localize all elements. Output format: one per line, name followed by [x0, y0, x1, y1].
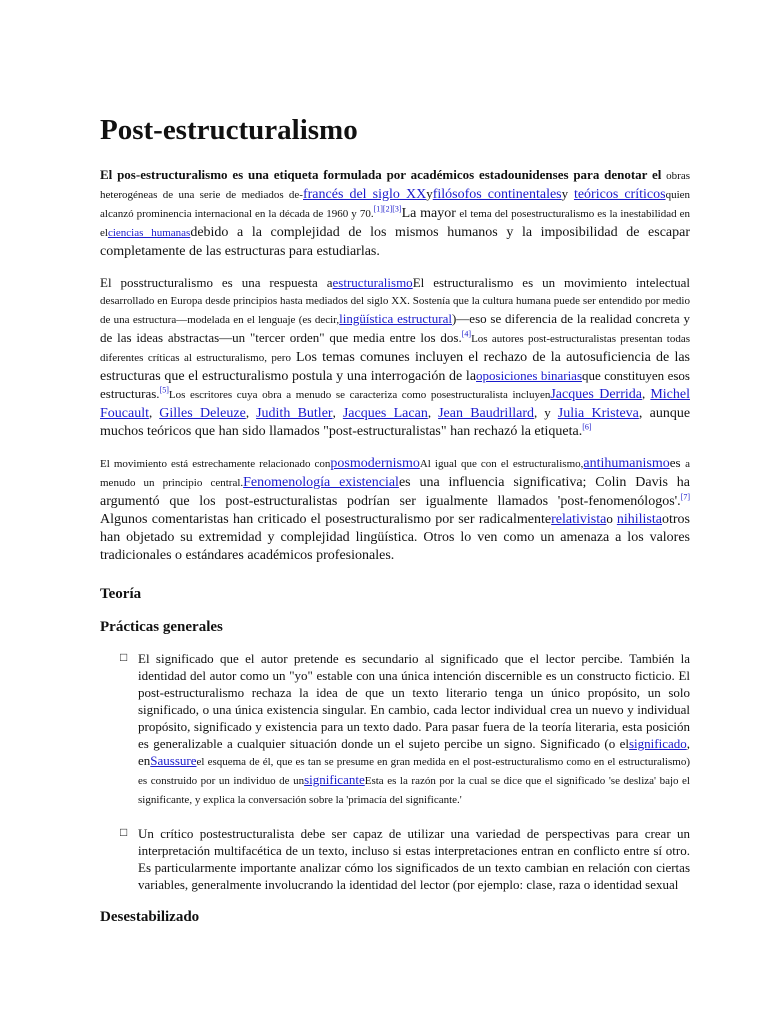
article — [100, 112, 690, 940]
intro-lead: El pos-estructuralismo es una etiqueta formulada por académicos estadounidenses para denotar el — [100, 167, 662, 182]
citation[interactable]: [6] — [582, 422, 592, 432]
list-text: Un crítico postestructuralista debe ser capaz de utilizar una variedad de perspectivas para crear un interpretación multifacética de un texto, incluso si estas interpretaciones entran en conflicto entre sí otro. Es particularmente importante analizar cómo los significados de un texto cambian en relación con ciertas variables, generalmente involucrando la identidad del lector (por ejemplo: clase, raza o identidad sexual — [138, 826, 690, 892]
link-teoricos-criticos[interactable]: teóricos críticos — [573, 187, 666, 202]
separator: , — [427, 405, 439, 420]
link-fenomenologia-existencial[interactable]: Fenomenología existencial — [243, 475, 399, 490]
para-text: es una influencia significativa; Colin Davis ha argumentó que los post-estructuralistas podrían ser igualmente llamados 'post-fenomenólogos'. — [100, 475, 690, 509]
list-text: El significado que el autor pretende es secundario al significado que el lector percibe. También la identidad del autor como un "yo" estable con una única intención discernible es un constructo ficticio. El post-estructuralismo rechaza la idea de que un texto literario tenga un único propósito, un solo significado, o una única existencia singular. En cambio, cada lector individual crea un nuevo y individual propósito, significado y existencia para un texto dado. Para pasar fuera de la teoría literaria, esta posición es generalizable a cualquier situación donde un el sujeto percibe un signo. Significado (o el — [138, 651, 690, 751]
para-text: )—eso se diferencia de la realidad concreta y de las ideas abstractas—un "tercer orden" que media entre los dos. — [100, 311, 690, 345]
heading-desestabilizado: Desestabilizado — [100, 909, 200, 925]
bullet-box-icon: □ — [120, 650, 128, 664]
link-antihumanismo[interactable]: antihumanismo — [583, 456, 670, 471]
intro-text: obras heterogéneas de una serie de mediados de- — [100, 170, 690, 201]
para-text: , aunque muchos teóricos que han sido llamados "post-estructuralistas" han rechazó la etiqueta. — [100, 406, 691, 439]
link-oposiciones-binarias[interactable]: oposiciones binarias — [476, 368, 583, 383]
para-text: Los autores post-estructuralistas presentan todas diferentes críticas al estructuralismo, pero — [100, 333, 690, 364]
para-text: es — [669, 455, 681, 470]
link-jacques-derrida[interactable]: Jacques Derrida — [550, 387, 642, 402]
list-item — [120, 825, 690, 893]
link-relativista[interactable]: relativista — [551, 512, 607, 527]
link-filosofos-continentales[interactable]: filósofos continentales — [432, 187, 562, 202]
intro-text: La mayor — [401, 206, 456, 221]
list-text: el esquema de él, que es tan se presume en gran medida en el post-estructuralismo como en el estructuralismo) es construido por un individuo de un — [138, 756, 690, 787]
link-estructuralismo[interactable]: estructuralismo — [332, 275, 413, 290]
para-text: El movimiento está estrechamente relacionado con — [100, 458, 331, 470]
citation[interactable]: [1][2][3] — [373, 204, 402, 214]
movement-paragraph — [100, 454, 690, 564]
para-text: El estructuralismo es un movimiento intelectual — [412, 275, 690, 290]
link-jean-baudrillard[interactable]: Jean Baudrillard — [438, 406, 534, 421]
link-ciencias-humanas[interactable]: ciencias humanas — [107, 227, 191, 239]
para-text: El posstructuralismo es una respuesta a — [100, 275, 333, 290]
list-text: Esta es la razón por la cual se dice que el significado 'se desliza' bajo el significante, y explica la conversación sobre la 'primacía del significante.' — [138, 775, 690, 806]
heading-teoria: Teoría — [100, 586, 142, 602]
separator: , y — [533, 405, 551, 420]
para-text: que constituyen esos estructuras. — [100, 368, 690, 401]
response-paragraph — [100, 274, 690, 440]
separator: , — [245, 405, 257, 420]
bullet-box-icon: □ — [120, 825, 128, 839]
list-text: , en — [138, 736, 690, 768]
para-text: o — [606, 511, 613, 526]
separator: , — [332, 405, 343, 420]
intro-text: y — [561, 186, 569, 201]
intro-text: el tema del posestructuralismo es la inestabilidad en el — [100, 208, 691, 239]
heading-practicas-generales: Prácticas generales — [100, 619, 223, 635]
intro-paragraph — [100, 166, 690, 260]
link-significado[interactable]: significado — [628, 736, 687, 751]
para-text: Al igual que con el estructuralismo, — [419, 458, 584, 470]
intro-text: debido a la complejidad de los mismos humanos y la imposibilidad de escapar completamente de las estructuras para estudiarlas. — [100, 225, 690, 259]
link-judith-butler[interactable]: Judith Butler — [256, 406, 333, 421]
link-linguistica-estructural[interactable]: lingüística estructural — [339, 311, 452, 326]
separator: , — [149, 405, 160, 420]
citation[interactable]: [5] — [159, 385, 169, 395]
link-frances-siglo-xx[interactable]: francés del siglo XX — [302, 187, 427, 202]
link-saussure[interactable]: Saussure — [150, 753, 197, 768]
citation[interactable]: [7] — [680, 492, 690, 502]
link-julia-kristeva[interactable]: Julia Kristeva — [557, 406, 639, 421]
list-item — [120, 650, 690, 809]
link-significante[interactable]: significante — [304, 772, 365, 787]
link-nihilista[interactable]: nihilista — [616, 512, 662, 527]
link-michel-foucault[interactable]: Michel Foucault — [100, 387, 690, 421]
para-text: Algunos comentaristas han criticado el posestructuralismo por ser radicalmente — [100, 512, 552, 527]
intro-text: y — [426, 186, 433, 201]
para-text: a menudo un principio central. — [100, 458, 691, 489]
para-text: Los escritores cuya obra a menudo se caracteriza como posestructuralista incluyen — [168, 389, 551, 401]
link-posmodernismo[interactable]: posmodernismo — [330, 456, 420, 471]
link-gilles-deleuze[interactable]: Gilles Deleuze — [159, 406, 246, 421]
para-text: desarrollado en Europa desde principios hasta mediados del siglo XX. Sostenía que la cultura humana puede ser entendido por medio de una estructura—modelada en el lenguaje (es decir, — [100, 295, 690, 326]
practices-list — [120, 650, 690, 893]
para-text: Los temas comunes incluyen el rechazo de la autosuficiencia de las estructuras que el estructuralismo postula y una interrogación de la — [100, 350, 690, 384]
para-text: otros han objetado su extremidad y complejidad lingüística. Otros lo ven como un amenaza a los valores tradicionales o estándares académicos profesionales. — [100, 512, 690, 563]
citation[interactable]: [4] — [461, 329, 472, 339]
intro-text: quien alcanzó prominencia internacional en la década de 1960 y 70. — [100, 189, 691, 220]
page-title: Post-estructuralismo — [100, 114, 358, 146]
link-jacques-lacan[interactable]: Jacques Lacan — [342, 406, 428, 421]
separator: , — [641, 386, 651, 401]
